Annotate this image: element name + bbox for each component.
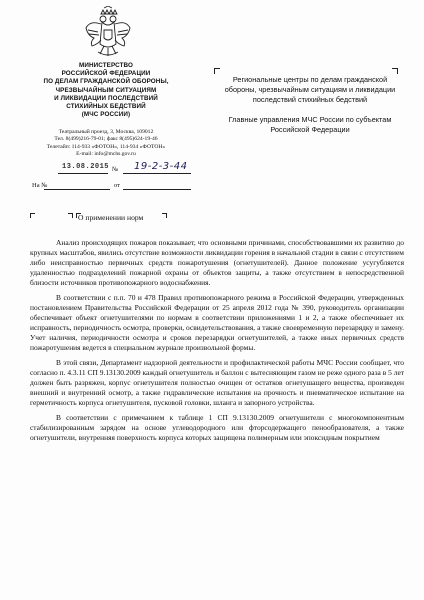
subject-bracket: [68, 213, 73, 218]
addressee-corner-right: [392, 68, 398, 74]
registration-row: [22, 161, 192, 177]
contact-phone: Тел. 8(499)216-79-01; факс 8(495)624-19-46: [54, 136, 158, 143]
subject-text: О применении норм: [78, 213, 144, 222]
subject-bracket: [30, 213, 35, 218]
org-line: РОССИЙСКОЙ ФЕДЕРАЦИИ: [61, 70, 151, 78]
org-line: МИНИСТЕРСТВО: [78, 62, 134, 69]
russian-double-headed-eagle-icon: [84, 6, 132, 60]
reference-date-underline: [123, 189, 191, 190]
contact-email: E-mail: info@mchs.gov.ru: [76, 151, 136, 158]
sender-organization: [22, 62, 190, 119]
subject-line: [30, 213, 170, 225]
reference-row: [22, 182, 192, 194]
body-paragraph: Анализ происходящих пожаров показывает, что основными причинами, способствовавшими их развитию до крупных масштабов, явились отсутствие возможности ликвидации горения в начальной стадии в связи с отсутствием либо неисправностью первичных средств пожаротушения (огнетушителей). Данное положение усугубляется удаленностью подразделений пожарной охраны от объектов защиты, а также отсутствием в непосредственной близости источников противопожарного водоснабжения.: [30, 238, 404, 287]
addressee-block: [224, 75, 396, 135]
reference-from-label: от: [114, 182, 121, 189]
body-paragraph: В этой связи, Департамент надзорной деятельности и профилактической работы МЧС России сообщает, что согласно п. 4.3.11 СП 9.13130.2009 каждый огнетушитель и баллон с вытесняющим газом не реже одного раза в 5 лет должен быть разряжен, корпус огнетушителя полностью очищен от остатков огнетушащего вещества, произведен внешний и внутренний осмотр, а также гидравлические испытания на прочность и пневматическое испытание на герметичность корпуса огнетушителя, пусковой головки, шланга и запорного устройства.: [30, 358, 404, 407]
addressee-main-directorates: Главные управления МЧС России по субъектам Российской Федерации: [228, 114, 392, 134]
date-underline: [58, 173, 108, 174]
addressee-regional-centers: Региональные центры по делам гражданской обороны, чрезвычайным ситуациям и ликвидации последствий стихийных бедствий: [224, 75, 396, 105]
reference-label: На №: [32, 182, 48, 189]
reference-underline: [44, 189, 110, 190]
sender-contacts: [22, 129, 190, 159]
org-line: ПО ДЕЛАМ ГРАЖДАНСКОЙ ОБОРОНЫ,: [43, 78, 169, 86]
contact-address: Театральный проезд, 3, Москва, 109012: [58, 129, 154, 135]
registration-number-handwritten: 19-2-3-44: [134, 161, 188, 172]
letter-body: [30, 238, 404, 448]
body-paragraph: В соответствии с п.п. 70 и 478 Правил противопожарного режима в Российской Федерации, утвержденных постановлением Правительства Российской Федерации от 25 апреля 2012 года № 390, руководитель организации обеспечивает объект огнетушителями по нормам в соответствии приложениями 1 и 2, а также обеспечивает их исправность, периодичность осмотра, проверки, освидетельствования, а также своевременную перезарядку и замену. Учет наличия, периодичности осмотра и сроков перезарядки огнетушителей, а также иных первичных средств пожаротушения ведется в специальном журнале произвольной формы.: [30, 293, 404, 352]
org-line: (МЧС РОССИИ): [81, 111, 131, 119]
addressee-corner-left: [214, 68, 220, 74]
registration-date-stamp: 13.08.2015: [62, 163, 110, 171]
body-paragraph: В соответствии с примечанием к таблице 1 СП 9.13130.2009 огнетушители с многокомпонентным стабилизированным зарядом на основе углеводородного или фторсодержащего пенообразователя, а также огнетушители, внутренняя поверхность корпуса которых защищена полимерным или эпоксидным покрытием: [30, 413, 404, 442]
org-line: И ЛИКВИДАЦИИ ПОСЛЕДСТВИЙ: [54, 94, 158, 102]
subject-bracket: [162, 213, 167, 218]
number-underline: [123, 173, 191, 174]
contact-teletype: Телетайп: 114-933 «ФОТОН», 114-934 «ФОТОН»: [46, 143, 166, 150]
org-line: ЧРЕЗВЫЧАЙНЫМ СИТУАЦИЯМ: [55, 86, 157, 94]
org-line: СТИХИЙНЫХ БЕДСТВИЙ: [66, 103, 146, 111]
registration-number-label: №: [112, 166, 119, 173]
